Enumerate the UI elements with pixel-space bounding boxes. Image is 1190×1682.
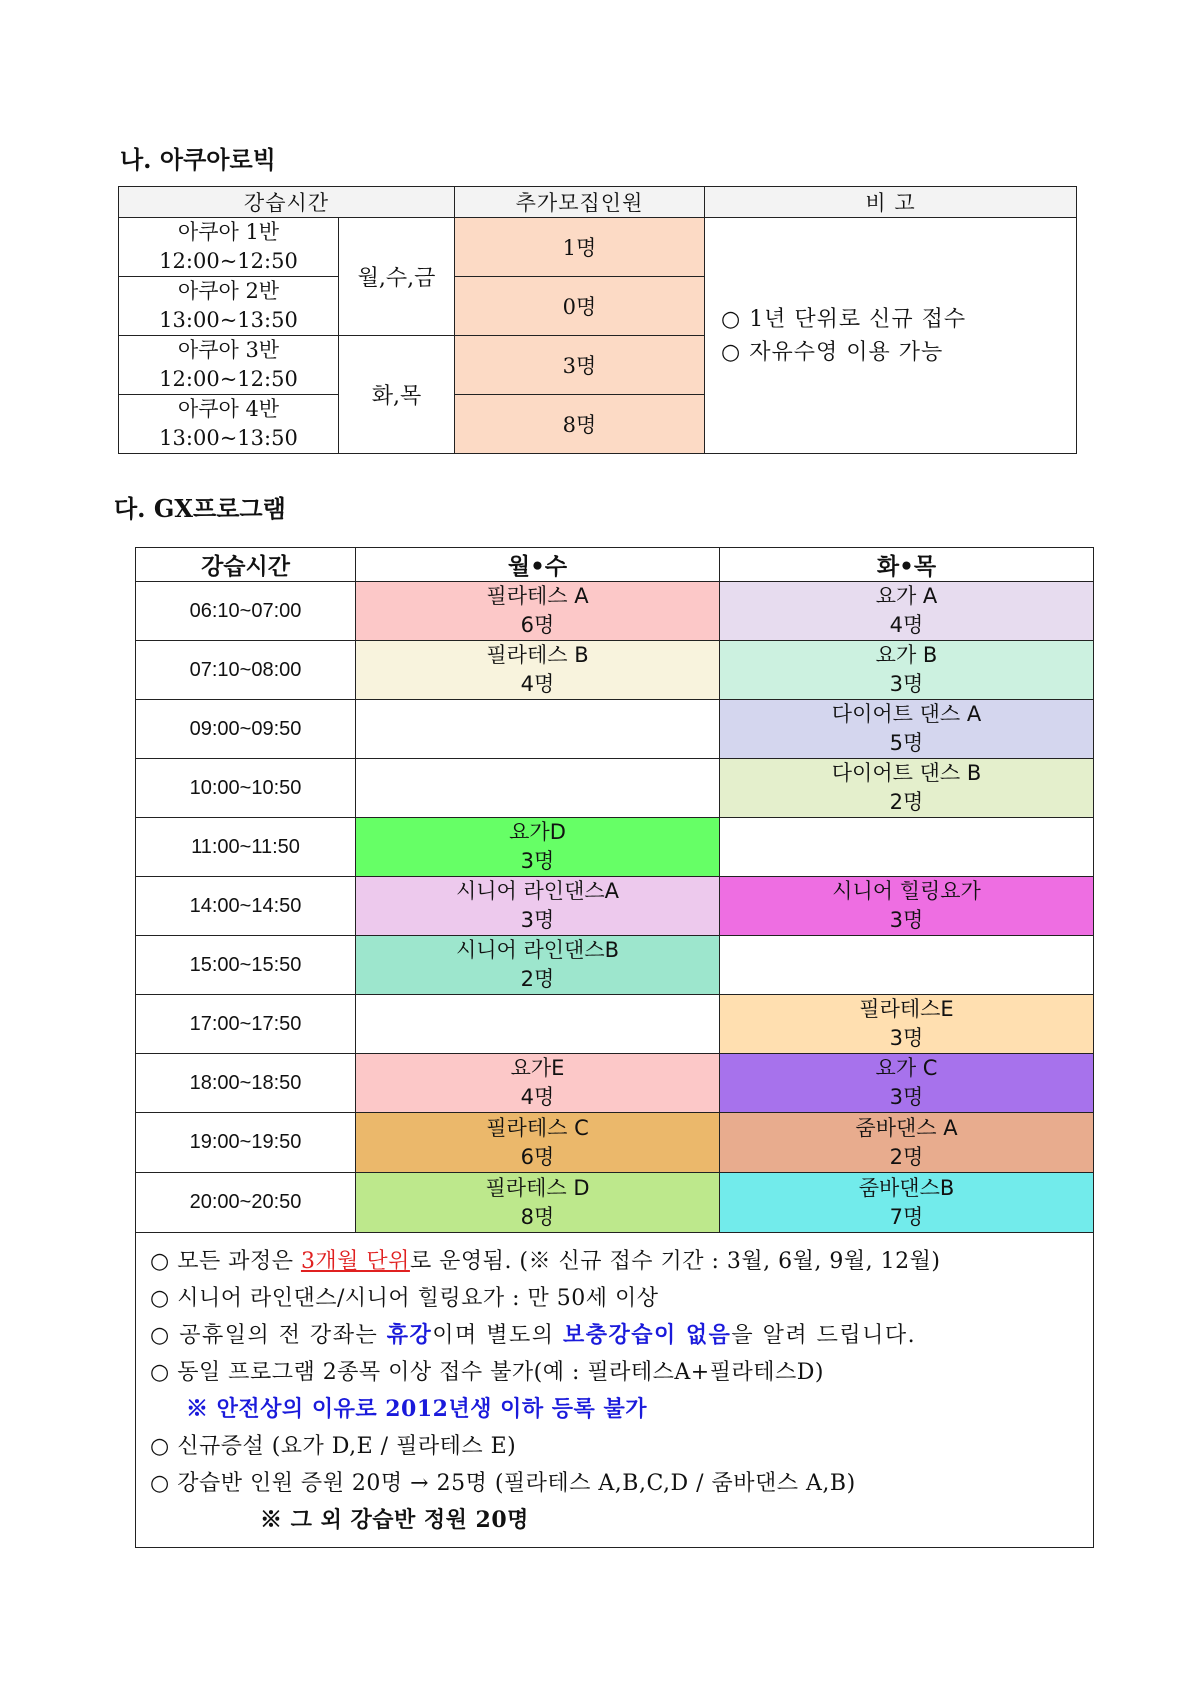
gx-time-cell: 10:00~10:50 bbox=[136, 759, 356, 818]
gx-program-count: 3명 bbox=[889, 1085, 924, 1109]
aqua-class-name: 아쿠아 2반 bbox=[177, 279, 280, 303]
gx-program-count: 8명 bbox=[520, 1204, 555, 1229]
gx-header-time: 강습시간 bbox=[136, 548, 356, 582]
aqua-note-line: ○ 자유수영 이용 가능 bbox=[721, 339, 944, 365]
gx-row bbox=[136, 641, 1094, 700]
gx-mon-wed-cell bbox=[356, 995, 720, 1054]
gx-mon-wed-cell bbox=[356, 877, 720, 936]
gx-mon-wed-cell bbox=[356, 1054, 720, 1113]
gx-note-warning: ※ 안전상의 이유로 2012년생 이하 등록 불가 bbox=[186, 1396, 647, 1422]
gx-program-count: 6명 bbox=[520, 613, 555, 637]
gx-section-title: 다. GX프로그램 bbox=[114, 494, 286, 523]
gx-row bbox=[136, 1113, 1094, 1173]
aqua-class-time: 12:00~12:50 bbox=[159, 367, 298, 391]
gx-program-count: 7명 bbox=[889, 1204, 924, 1229]
gx-row bbox=[136, 877, 1094, 936]
gx-program-count: 4명 bbox=[520, 672, 555, 696]
gx-note-text: 로 운영됨. (※ 신규 접수 기간 : 3월, 6월, 9월, 12월) bbox=[409, 1249, 941, 1274]
aqua-class-name: 아쿠아 4반 bbox=[177, 397, 280, 421]
aqua-count-cell: 1명 bbox=[455, 218, 705, 277]
gx-program-name: 다이어트 댄스 A bbox=[831, 702, 982, 726]
aqua-days-cell: 월,수,금 bbox=[339, 218, 455, 336]
gx-row bbox=[136, 995, 1094, 1054]
gx-program-name: 요가 C bbox=[875, 1056, 938, 1080]
aqua-class-cell bbox=[119, 336, 339, 395]
gx-header-tue-thu: 화•목 bbox=[720, 548, 1094, 582]
gx-notes-cell bbox=[136, 1233, 1094, 1548]
gx-mon-wed-cell bbox=[356, 582, 720, 641]
aqua-count-cell: 0명 bbox=[455, 277, 705, 336]
gx-program-count: 2명 bbox=[889, 1144, 924, 1169]
gx-tue-thu-cell bbox=[720, 818, 1094, 877]
gx-program-name: 다이어트 댄스 B bbox=[831, 761, 982, 785]
gx-note-capacity: ※ 그 외 강습반 정원 20명 bbox=[260, 1507, 529, 1533]
gx-program-count: 3명 bbox=[520, 849, 555, 873]
gx-program-count: 6명 bbox=[520, 1144, 555, 1169]
aqua-class-cell bbox=[119, 277, 339, 336]
gx-time-cell: 18:00~18:50 bbox=[136, 1054, 356, 1113]
aqua-class-cell bbox=[119, 218, 339, 277]
gx-program-name: 필라테스 A bbox=[486, 584, 589, 608]
gx-tue-thu-cell bbox=[720, 1113, 1094, 1173]
gx-note-line: ○ 시니어 라인댄스/시니어 힐링요가 : 만 50세 이상 bbox=[150, 1286, 659, 1311]
gx-time-cell: 11:00~11:50 bbox=[136, 818, 356, 877]
gx-mon-wed-cell bbox=[356, 759, 720, 818]
aqua-days-cell: 화,목 bbox=[339, 336, 455, 454]
aqua-class-name: 아쿠아 1반 bbox=[177, 220, 280, 244]
gx-row bbox=[136, 759, 1094, 818]
gx-tue-thu-cell bbox=[720, 700, 1094, 759]
aqua-header-time: 강습시간 bbox=[119, 187, 455, 218]
gx-time-cell: 20:00~20:50 bbox=[136, 1173, 356, 1233]
aqua-header-note: 비 고 bbox=[705, 187, 1077, 218]
gx-program-name: 시니어 라인댄스A bbox=[455, 879, 620, 903]
gx-program-name: 필라테스 D bbox=[485, 1175, 590, 1200]
gx-time-cell: 17:00~17:50 bbox=[136, 995, 356, 1054]
gx-program-count: 3명 bbox=[889, 908, 924, 932]
gx-header-mon-wed: 월•수 bbox=[356, 548, 720, 582]
aqua-count-cell: 8명 bbox=[455, 395, 705, 454]
gx-tue-thu-cell bbox=[720, 641, 1094, 700]
gx-program-count: 3명 bbox=[520, 908, 555, 932]
gx-note-line bbox=[150, 1317, 1079, 1354]
gx-mon-wed-cell bbox=[356, 641, 720, 700]
gx-time-cell: 07:10~08:00 bbox=[136, 641, 356, 700]
gx-note-highlight: 휴강 bbox=[386, 1322, 433, 1348]
gx-program-name: 시니어 라인댄스B bbox=[455, 938, 620, 962]
gx-row bbox=[136, 700, 1094, 759]
gx-note-line: ○ 동일 프로그램 2종목 이상 접수 불가(예 : 필라테스A+필라테스D) bbox=[150, 1360, 824, 1385]
aqua-section-title: 나. 아쿠아로빅 bbox=[120, 145, 276, 174]
aqua-class-time: 13:00~13:50 bbox=[159, 426, 298, 450]
gx-time-cell: 19:00~19:50 bbox=[136, 1113, 356, 1173]
aqua-class-cell bbox=[119, 395, 339, 454]
gx-time-cell: 14:00~14:50 bbox=[136, 877, 356, 936]
gx-row bbox=[136, 1173, 1094, 1233]
gx-note-text: ○ 모든 과정은 bbox=[150, 1249, 301, 1274]
aqua-class-name: 아쿠아 3반 bbox=[177, 338, 280, 362]
gx-program-name: 요가D bbox=[509, 820, 566, 844]
gx-time-cell: 09:00~09:50 bbox=[136, 700, 356, 759]
aqua-header-row bbox=[119, 187, 1077, 218]
aqua-note-line: ○ 1년 단위로 신규 접수 bbox=[721, 306, 967, 332]
gx-mon-wed-cell bbox=[356, 700, 720, 759]
gx-program-count: 3명 bbox=[889, 1026, 924, 1050]
gx-note-highlight: 보충강습이 없음 bbox=[562, 1322, 732, 1348]
gx-program-count: 5명 bbox=[889, 731, 924, 755]
gx-note-line: ○ 신규증설 (요가 D,E / 필라테스 E) bbox=[150, 1434, 517, 1459]
gx-mon-wed-cell bbox=[356, 818, 720, 877]
gx-program-name: 줌바댄스B bbox=[858, 1175, 955, 1200]
gx-note-line bbox=[150, 1243, 1079, 1280]
gx-row bbox=[136, 1054, 1094, 1113]
gx-tue-thu-cell bbox=[720, 877, 1094, 936]
gx-tue-thu-cell bbox=[720, 995, 1094, 1054]
gx-note-line: ○ 강습반 인원 증원 20명 → 25명 (필라테스 A,B,C,D / 줌바댄스 A,B) bbox=[150, 1471, 856, 1496]
gx-tue-thu-cell bbox=[720, 759, 1094, 818]
gx-schedule-table bbox=[135, 547, 1094, 1548]
gx-mon-wed-cell bbox=[356, 936, 720, 995]
aqua-count-cell: 3명 bbox=[455, 336, 705, 395]
gx-program-name: 요가 B bbox=[875, 643, 938, 667]
aqua-schedule-table bbox=[118, 186, 1077, 454]
gx-program-name: 시니어 힐링요가 bbox=[832, 879, 981, 903]
aqua-header-count: 추가모집인원 bbox=[455, 187, 705, 218]
gx-note-text: 이며 별도의 bbox=[432, 1323, 563, 1348]
gx-tue-thu-cell bbox=[720, 936, 1094, 995]
gx-program-name: 필라테스 B bbox=[486, 643, 589, 667]
gx-note-highlight: 3개월 단위 bbox=[300, 1249, 410, 1274]
gx-tue-thu-cell bbox=[720, 1054, 1094, 1113]
aqua-row bbox=[119, 218, 1077, 277]
gx-tue-thu-cell bbox=[720, 1173, 1094, 1233]
gx-program-count: 2명 bbox=[520, 967, 555, 991]
gx-program-name: 요가E bbox=[510, 1056, 565, 1080]
aqua-note-cell bbox=[705, 218, 1077, 454]
gx-program-name: 줌바댄스 A bbox=[855, 1115, 958, 1140]
gx-program-name: 요가 A bbox=[875, 584, 938, 608]
gx-time-cell: 15:00~15:50 bbox=[136, 936, 356, 995]
gx-program-name: 필라테스 C bbox=[486, 1115, 589, 1140]
gx-note-text: 을 알려 드립니다. bbox=[731, 1323, 917, 1348]
gx-row bbox=[136, 936, 1094, 995]
gx-notes-row bbox=[136, 1233, 1094, 1548]
gx-mon-wed-cell bbox=[356, 1113, 720, 1173]
aqua-class-time: 13:00~13:50 bbox=[159, 308, 298, 332]
gx-program-count: 3명 bbox=[889, 672, 924, 696]
aqua-class-time: 12:00~12:50 bbox=[159, 249, 298, 273]
gx-program-count: 2명 bbox=[889, 790, 924, 814]
gx-note-text: ○ 공휴일의 전 강좌는 bbox=[150, 1323, 387, 1348]
gx-time-cell: 06:10~07:00 bbox=[136, 582, 356, 641]
gx-program-count: 4명 bbox=[520, 1085, 555, 1109]
gx-tue-thu-cell bbox=[720, 582, 1094, 641]
gx-mon-wed-cell bbox=[356, 1173, 720, 1233]
gx-row bbox=[136, 582, 1094, 641]
gx-header-row bbox=[136, 548, 1094, 582]
gx-row bbox=[136, 818, 1094, 877]
gx-program-count: 4명 bbox=[889, 613, 924, 637]
gx-program-name: 필라테스E bbox=[859, 997, 954, 1021]
